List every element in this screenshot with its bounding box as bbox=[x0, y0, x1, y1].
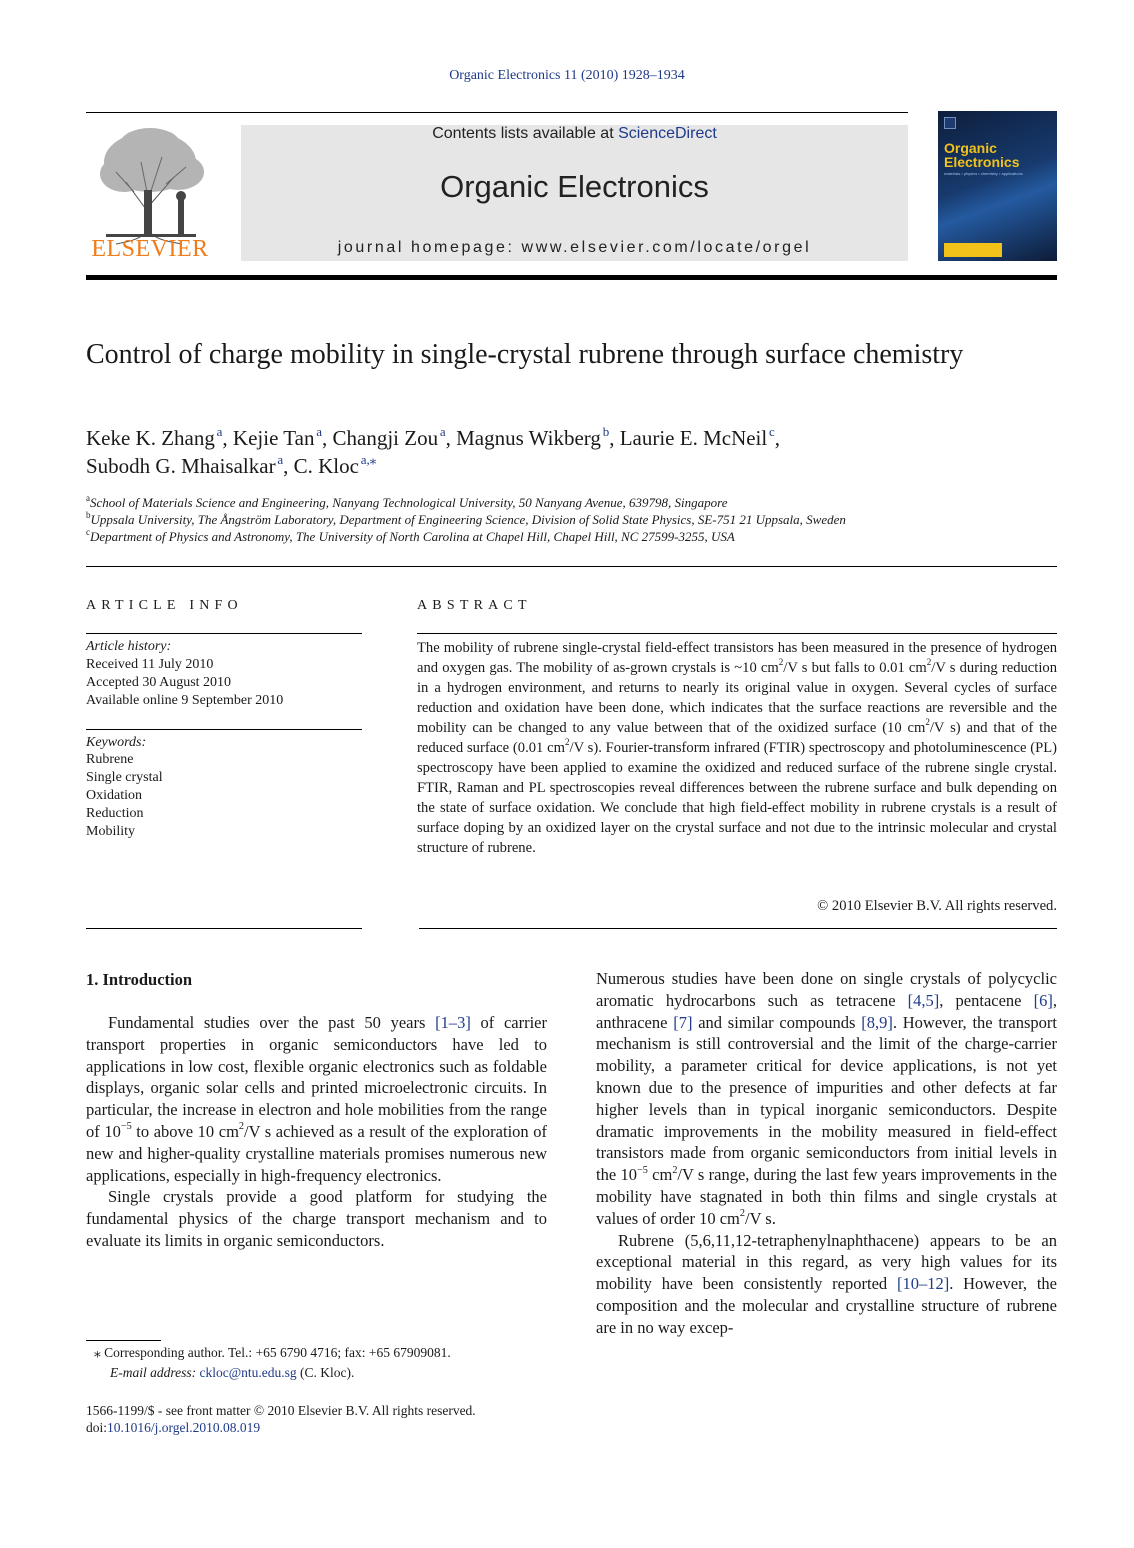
email-link[interactable]: ckloc@ntu.edu.sg bbox=[199, 1365, 297, 1380]
doi-prefix: doi: bbox=[86, 1420, 108, 1435]
abstract-segment: /V s) and that of the reduced surface (0.01 cm bbox=[417, 720, 1057, 756]
copyright-notice: © 2010 Elsevier B.V. All rights reserved. bbox=[817, 898, 1057, 914]
author: Kejie Tan bbox=[232, 426, 315, 450]
affiliation-mark: a bbox=[86, 492, 90, 503]
keywords-label: Keywords: bbox=[86, 735, 147, 750]
citation-link[interactable]: [10–12] bbox=[896, 1274, 950, 1294]
body-column-right bbox=[596, 968, 1057, 1339]
cover-subtitle: materials • physics • chemistry • applications bbox=[944, 171, 1023, 176]
text-run: Fundamental studies over the past 50 years bbox=[108, 1013, 436, 1032]
affiliation-rule bbox=[86, 566, 1057, 567]
author-separator: , bbox=[609, 426, 620, 450]
text-run: /V s. bbox=[744, 1208, 776, 1228]
email-footnote bbox=[86, 1363, 354, 1383]
author: Laurie E. McNeil bbox=[619, 426, 768, 450]
superscript: 2 bbox=[778, 657, 784, 668]
journal-homepage[interactable]: journal homepage: www.elsevier.com/locate/orgel bbox=[337, 239, 812, 256]
history-label: Article history: bbox=[86, 639, 172, 654]
keyword: Rubrene bbox=[86, 752, 134, 767]
issn-line: 1566-1199/$ - see front matter © 2010 Elsevier B.V. All rights reserved. bbox=[86, 1403, 476, 1418]
author-affil-mark[interactable]: a bbox=[216, 423, 223, 439]
superscript: −5 bbox=[636, 1164, 648, 1176]
doi-link[interactable]: 10.1016/j.orgel.2010.08.019 bbox=[107, 1420, 261, 1435]
header-thick-rule bbox=[86, 275, 1057, 280]
author-list bbox=[86, 424, 1046, 480]
affiliation-mark: b bbox=[86, 509, 91, 520]
citation-link[interactable]: [4,5] bbox=[907, 990, 940, 1010]
corresponding-author-footnote bbox=[86, 1343, 451, 1363]
abstract-segment: /V s during reduction in a hydrogen environment, and returns to nearly its original value in oxygen. Several cycles of surface reduction and oxidation have been done, which indicates that the surface reactions are reversible and the mobility can be changed to any value between that of the oxidized surface (10 cm bbox=[417, 660, 1057, 736]
author-affil-mark[interactable]: c bbox=[769, 423, 775, 439]
superscript: 2 bbox=[925, 717, 930, 728]
superscript: 2 bbox=[564, 737, 570, 748]
info-rule bbox=[86, 928, 362, 929]
journal-masthead bbox=[241, 125, 908, 261]
text-run: /V s range, during the last few years improvements in the mobility have stagnated in both thin films and single crystals at values of order 10 cm bbox=[596, 1165, 1057, 1228]
elsevier-wordmark: ELSEVIER bbox=[91, 236, 209, 262]
journal-name: Organic Electronics bbox=[440, 169, 709, 204]
text-run: Rubrene (5,6,11,12-tetraphenylnaphthacene) appears to be an exceptional material in this regard, as very high values for its mobility have been consistently reported bbox=[596, 1230, 1057, 1294]
text-run: and similar compounds bbox=[692, 1012, 862, 1032]
abstract-rule bbox=[419, 928, 1057, 929]
doi-line bbox=[86, 1418, 260, 1438]
abstract-rule bbox=[417, 633, 1057, 634]
superscript: −5 bbox=[120, 1121, 132, 1133]
text-run: cm bbox=[647, 1165, 673, 1185]
citation-link[interactable]: [8,9] bbox=[861, 1012, 893, 1032]
author-affil-mark[interactable]: a,⁎ bbox=[360, 451, 377, 467]
author-separator: , bbox=[774, 426, 781, 450]
superscript: 2 bbox=[739, 1208, 745, 1220]
author: Subodh G. Mhaisalkar bbox=[86, 454, 276, 478]
citation-link[interactable]: [6] bbox=[1033, 990, 1053, 1010]
text-run: . However, the transport mechanism is still controversial and the limit of the charge-carrier mobility, a parameter critical for device applications, is not yet known due to the presence of impurities and other defects at far higher levels than in typical inorganic semiconductors. Despite dramatic improvements in the mobility measured in field-effect transistors made from organic semiconductors from initial levels in the 10 bbox=[596, 1012, 1058, 1185]
author-affil-mark[interactable]: a bbox=[316, 423, 322, 439]
email-label: E-mail address: bbox=[110, 1365, 200, 1380]
info-rule bbox=[86, 729, 362, 730]
author: Changji Zou bbox=[332, 426, 439, 450]
accepted-date: Accepted 30 August 2010 bbox=[86, 675, 232, 690]
abstract-text bbox=[417, 638, 1057, 858]
keyword: Single crystal bbox=[86, 770, 163, 785]
info-rule bbox=[86, 633, 362, 634]
cover-title: Organic Electronics bbox=[944, 140, 1020, 170]
affiliation-mark: c bbox=[86, 526, 90, 537]
affiliation-text: School of Materials Science and Engineering, Nanyang Technological University, 50 Nanyang Avenue, 639798, Singapore bbox=[90, 495, 728, 510]
author-separator: , bbox=[222, 426, 233, 450]
text-run: Numerous studies have been done on single crystals of polycyclic aromatic hydrocarbons such as tetracene bbox=[596, 969, 1057, 1010]
affiliation-text: Department of Physics and Astronomy, The University of North Carolina at Chapel Hill, Chapel Hill, NC 27599-3255, USA bbox=[90, 529, 735, 544]
superscript: 2 bbox=[926, 657, 932, 668]
author-separator: , bbox=[322, 426, 333, 450]
text-run: . However, the composition and the molecular and crystalline structure of rubrene are in no way excep- bbox=[596, 1274, 1057, 1337]
contents-prefix: Contents lists available at bbox=[432, 125, 619, 142]
sciencedirect-link[interactable]: ScienceDirect bbox=[618, 125, 717, 142]
author-affil-mark[interactable]: a bbox=[439, 423, 446, 439]
body-column-left bbox=[86, 1012, 547, 1252]
affiliation bbox=[86, 494, 1046, 511]
footnote-text: Corresponding author. Tel.: +65 6790 4716; fax: +65 67909081. bbox=[100, 1345, 451, 1360]
text-run: of carrier transport properties in organic semiconductors have led to applications in low cost, flexible organic electronics such as foldable displays, organic solar cells and printed microelectronic circuits. In particular, the increase in electron and hole mobilities from the range of 10 bbox=[86, 1013, 547, 1141]
abstract-segment: /V s). Fourier-transform infrared (FTIR) spectroscopy and photoluminescence (PL) spectroscopy have been applied to examine the oxidized and reduced surface of the rubrene single crystal. FTIR, Raman and PL spectroscopies reveal differences between the rubrene surface and bulk depending on the state of surface oxidation. We conclude that high field-effect mobility in rubrene crystals is a result of surface doping by an oxidized layer on the crystal surface and not due to the intrinsic molecular and crystal structure of rubrene. bbox=[417, 740, 1058, 856]
text-run: , anthracene bbox=[596, 990, 1057, 1032]
email-suffix: (C. Kloc). bbox=[296, 1365, 355, 1380]
text-run: , pentacene bbox=[939, 990, 1034, 1010]
abstract-segment: /V s but falls to 0.01 cm bbox=[783, 660, 927, 676]
author: C. Kloc bbox=[293, 454, 359, 478]
article-info-heading: ARTICLE INFO bbox=[86, 598, 243, 613]
online-date: Available online 9 September 2010 bbox=[86, 693, 284, 708]
top-rule bbox=[86, 112, 908, 113]
author-affil-mark[interactable]: b bbox=[602, 423, 610, 439]
abstract-segment: The mobility of rubrene single-crystal field-effect transistors has been measured in the presence of hydrogen and oxygen gas. The mobility of as-grown crystals is ~10 cm bbox=[417, 640, 1057, 676]
contents-line bbox=[241, 125, 908, 143]
superscript: 2 bbox=[238, 1121, 245, 1133]
author: Magnus Wikberg bbox=[456, 426, 601, 450]
paragraph: Single crystals provide a good platform for studying the fundamental physics of the charge transport mechanism and to evaluate its limits in organic semiconductors. bbox=[86, 1187, 547, 1250]
paragraph bbox=[86, 1012, 547, 1186]
cover-band bbox=[944, 243, 1002, 257]
cover-logo-icon bbox=[944, 117, 956, 129]
affiliation bbox=[86, 528, 1046, 545]
journal-cover-image[interactable] bbox=[938, 111, 1057, 261]
section-heading: 1. Introduction bbox=[86, 970, 193, 989]
author-separator: , bbox=[283, 454, 294, 478]
footnote-rule bbox=[86, 1340, 161, 1341]
text-run: to above 10 cm bbox=[131, 1121, 239, 1141]
journal-citation[interactable]: Organic Electronics 11 (2010) 1928–1934 bbox=[449, 68, 685, 83]
footnote-mark: ⁎ bbox=[94, 1345, 101, 1360]
affiliation bbox=[86, 511, 1046, 528]
received-date: Received 11 July 2010 bbox=[86, 657, 214, 672]
keyword: Reduction bbox=[86, 806, 144, 821]
keyword: Oxidation bbox=[86, 788, 142, 803]
paragraph bbox=[596, 1230, 1057, 1339]
keyword: Mobility bbox=[86, 824, 136, 839]
paragraph bbox=[596, 968, 1057, 1230]
author-separator: , bbox=[445, 426, 457, 450]
abstract-heading: ABSTRACT bbox=[417, 598, 532, 613]
citation-link[interactable]: [1–3] bbox=[435, 1013, 471, 1032]
author: Keke K. Zhang bbox=[86, 426, 215, 450]
text-run: /V s achieved as a result of the exploration of new and higher-quality crystalline materials promises numerous new applications, especially in high-frequency electronics. bbox=[86, 1121, 547, 1185]
citation-link[interactable]: [7] bbox=[673, 1012, 693, 1032]
affiliation-text: Uppsala University, The Ångström Laboratory, Department of Engineering Science, Division of Solid State Physics, SE-751 21 Uppsala, Sweden bbox=[90, 512, 846, 527]
superscript: 2 bbox=[672, 1164, 678, 1176]
author-affil-mark[interactable]: a bbox=[277, 451, 284, 467]
article-title: Control of charge mobility in single-crystal rubrene through surface chemistry bbox=[86, 339, 964, 370]
